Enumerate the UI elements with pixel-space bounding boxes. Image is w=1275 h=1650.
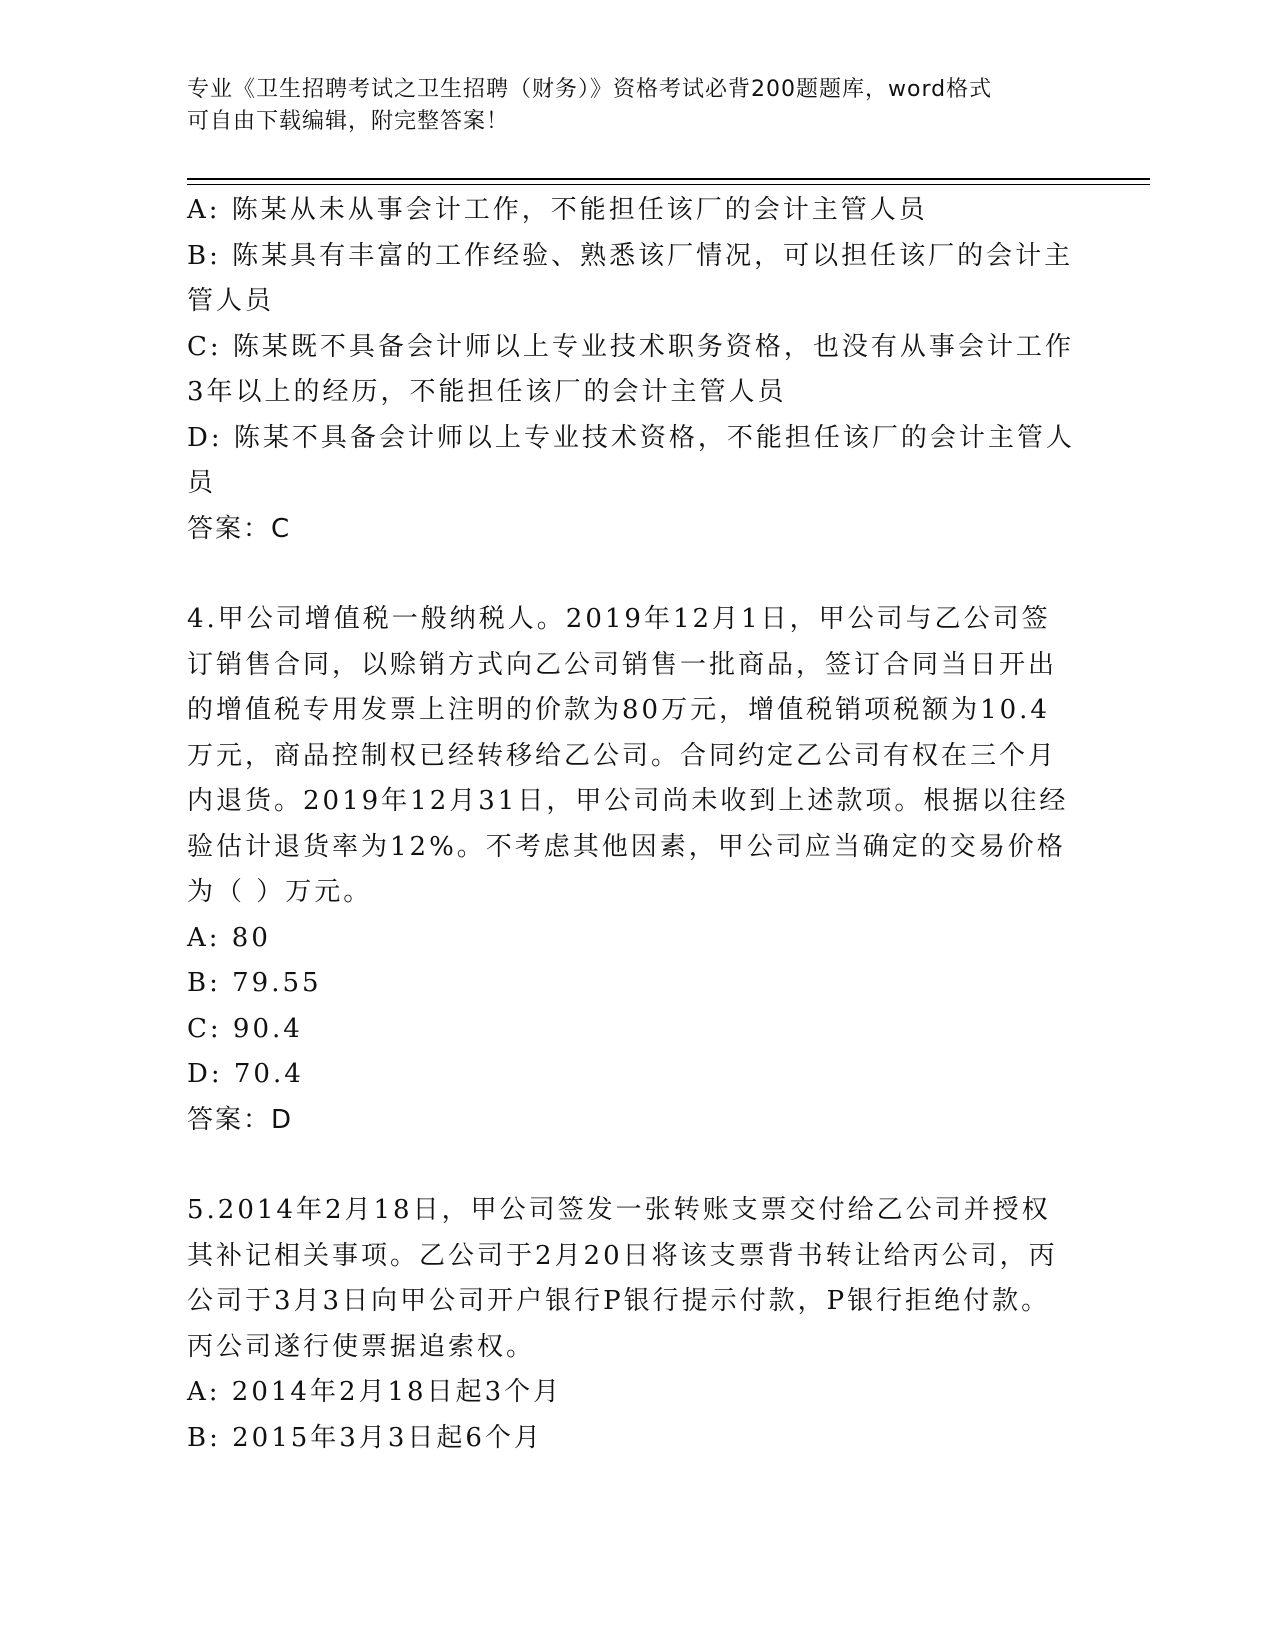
spacer [187, 1143, 1077, 1188]
q3-option-d: D: 陈某不具备会计师以上专业技术资格，不能担任该厂的会计主管人员 [187, 422, 1075, 498]
q4-answer: 答案：D [187, 1104, 294, 1135]
q4-question: 4.甲公司增值税一般纳税人。2019年12月1日，甲公司与乙公司签订销售合同，以赊销方式向乙公司销售一批商品，签订合同当日开出的增值税专用发票上注明的价款为80万元，增值税销项税额为10.4万元，商品控制权已经转移给乙公司。合同约定乙公司有权在三个月内退货。2019年12月31日，甲公司尚未收到上述款项。根据以往经验估计退货率为12%。不考虑其他因素，甲公司应当确定的交易价格为（ ）万元。 [187, 604, 1069, 907]
q3-option-b: B: 陈某具有丰富的工作经验、熟悉该厂情况，可以担任该厂的会计主管人员 [187, 240, 1074, 316]
q3-answer: 答案：C [187, 513, 292, 544]
q3-option-c: C: 陈某既不具备会计师以上专业技术职务资格，也没有从事会计工作3年以上的经历，不能担任该厂的会计主管人员 [187, 331, 1074, 407]
spacer [187, 552, 1077, 597]
q5-option-b: B: 2015年3月3日起6个月 [187, 1422, 543, 1453]
q5-option-a: A: 2014年2月18日起3个月 [187, 1377, 563, 1407]
q4-option-d: D: 70.4 [187, 1059, 304, 1089]
q4-option-c: C: 90.4 [187, 1013, 303, 1044]
header-divider-thin [187, 184, 1150, 185]
q4-option-b: B: 79.55 [187, 968, 322, 998]
q4-option-a: A: 80 [187, 922, 271, 953]
document-body [187, 188, 1077, 1461]
header-line-1: 专业《卫生招聘考试之卫生招聘（财务）》资格考试必背200题题库，word格式 [187, 77, 993, 102]
q3-option-a: A: 陈某从未从事会计工作，不能担任该厂的会计主管人员 [187, 195, 928, 225]
header-line-2: 可自由下载编辑，附完整答案！ [187, 109, 510, 134]
header-divider-thick [187, 178, 1150, 180]
q5-question: 5.2014年2月18日，甲公司签发一张转账支票交付给乙公司并授权其补记相关事项。乙公司于2月20日将该支票背书转让给丙公司，丙公司于3月3日向甲公司开户银行P银行提示付款，P银行拒绝付款。丙公司遂行使票据追索权。 [187, 1195, 1058, 1362]
document-header [187, 74, 1067, 138]
